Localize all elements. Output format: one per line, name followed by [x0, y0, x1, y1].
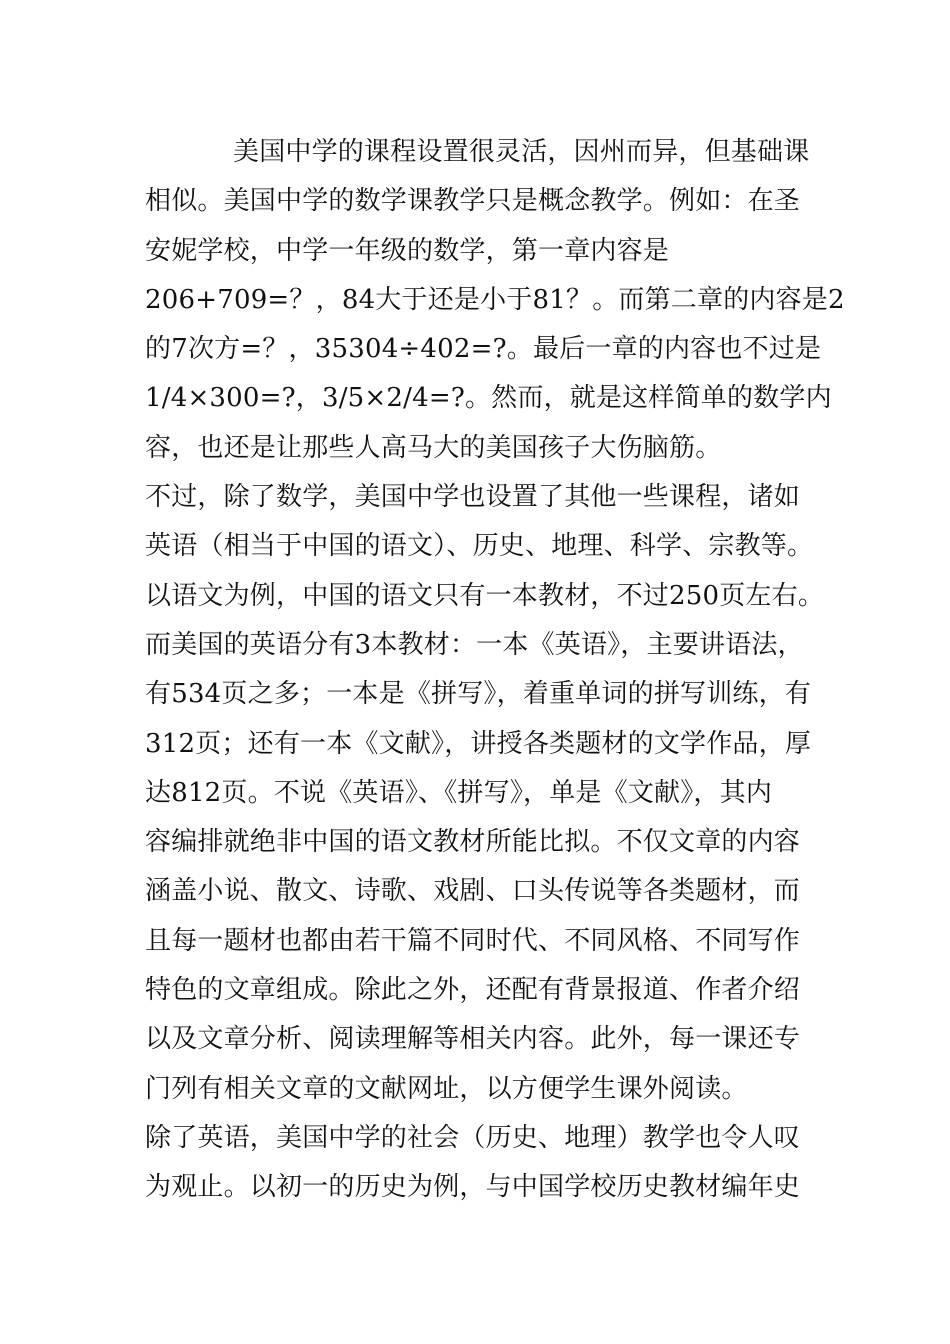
text-line-7: 容，也还是让那些人高马大的美国孩子大伤脑筋。: [145, 432, 722, 463]
text-line-18: 特色的文章组成。除此之外，还配有背景报道、作者介绍: [145, 975, 801, 1006]
text-line-10: 以语文为例，中国的语文只有一本教材，不过250页左右。: [145, 580, 825, 611]
text-line-6: 1/4×300=?，3/5×2/4=?。然而，就是这样简单的数学内: [145, 383, 832, 414]
text-line-12: 有534页之多；一本是《拼写》，着重单词的拼写训练，有: [145, 679, 812, 710]
text-line-11: 而美国的英语分有3本教材：一本《英语》，主要讲语法，: [145, 629, 804, 660]
text-line-13: 312页；还有一本《文献》，讲授各类题材的文学作品，厚: [145, 728, 812, 759]
text-line-17: 且每一题材也都由若干篇不同时代、不同风格、不同写作: [145, 925, 801, 956]
text-line-19: 以及文章分析、阅读理解等相关内容。此外，每一课还专: [145, 1024, 801, 1055]
text-line-20: 门列有相关文章的文献网址，以方便学生课外阅读。: [145, 1073, 748, 1104]
text-line-8: 不过，除了数学，美国中学也设置了其他一些课程，诸如: [145, 482, 801, 513]
text-line-14: 达812页。不说《英语》、《拼写》，单是《文献》，其内: [145, 777, 773, 808]
text-line-15: 容编排就绝非中国的语文教材所能比拟。不仅文章的内容: [145, 827, 801, 858]
body-text: [145, 128, 845, 1213]
text-line-4: 206+709=？，84大于还是小于81？。而第二章的内容是2: [145, 284, 845, 315]
text-line-1: 美国中学的课程设置很灵活，因州而异，但基础课: [233, 137, 810, 167]
text-line-3: 安妮学校，中学一年级的数学，第一章内容是: [145, 235, 670, 266]
text-line-22: 为观止。以初一的历史为例，与中国学校历史教材编年史: [145, 1172, 801, 1203]
text-line-21: 除了英语，美国中学的社会（历史、地理）教学也令人叹: [145, 1122, 801, 1153]
text-line-5: 的7次方=？，35304÷402=?。最后一章的内容也不过是: [145, 334, 822, 365]
text-line-9: 英语（相当于中国的语文）、历史、地理、科学、宗教等。: [145, 531, 814, 562]
text-line-16: 涵盖小说、散文、诗歌、戏剧、口头传说等各类题材，而: [145, 876, 801, 907]
text-line-2: 相似。美国中学的数学课教学只是概念教学。例如：在圣: [145, 186, 801, 217]
